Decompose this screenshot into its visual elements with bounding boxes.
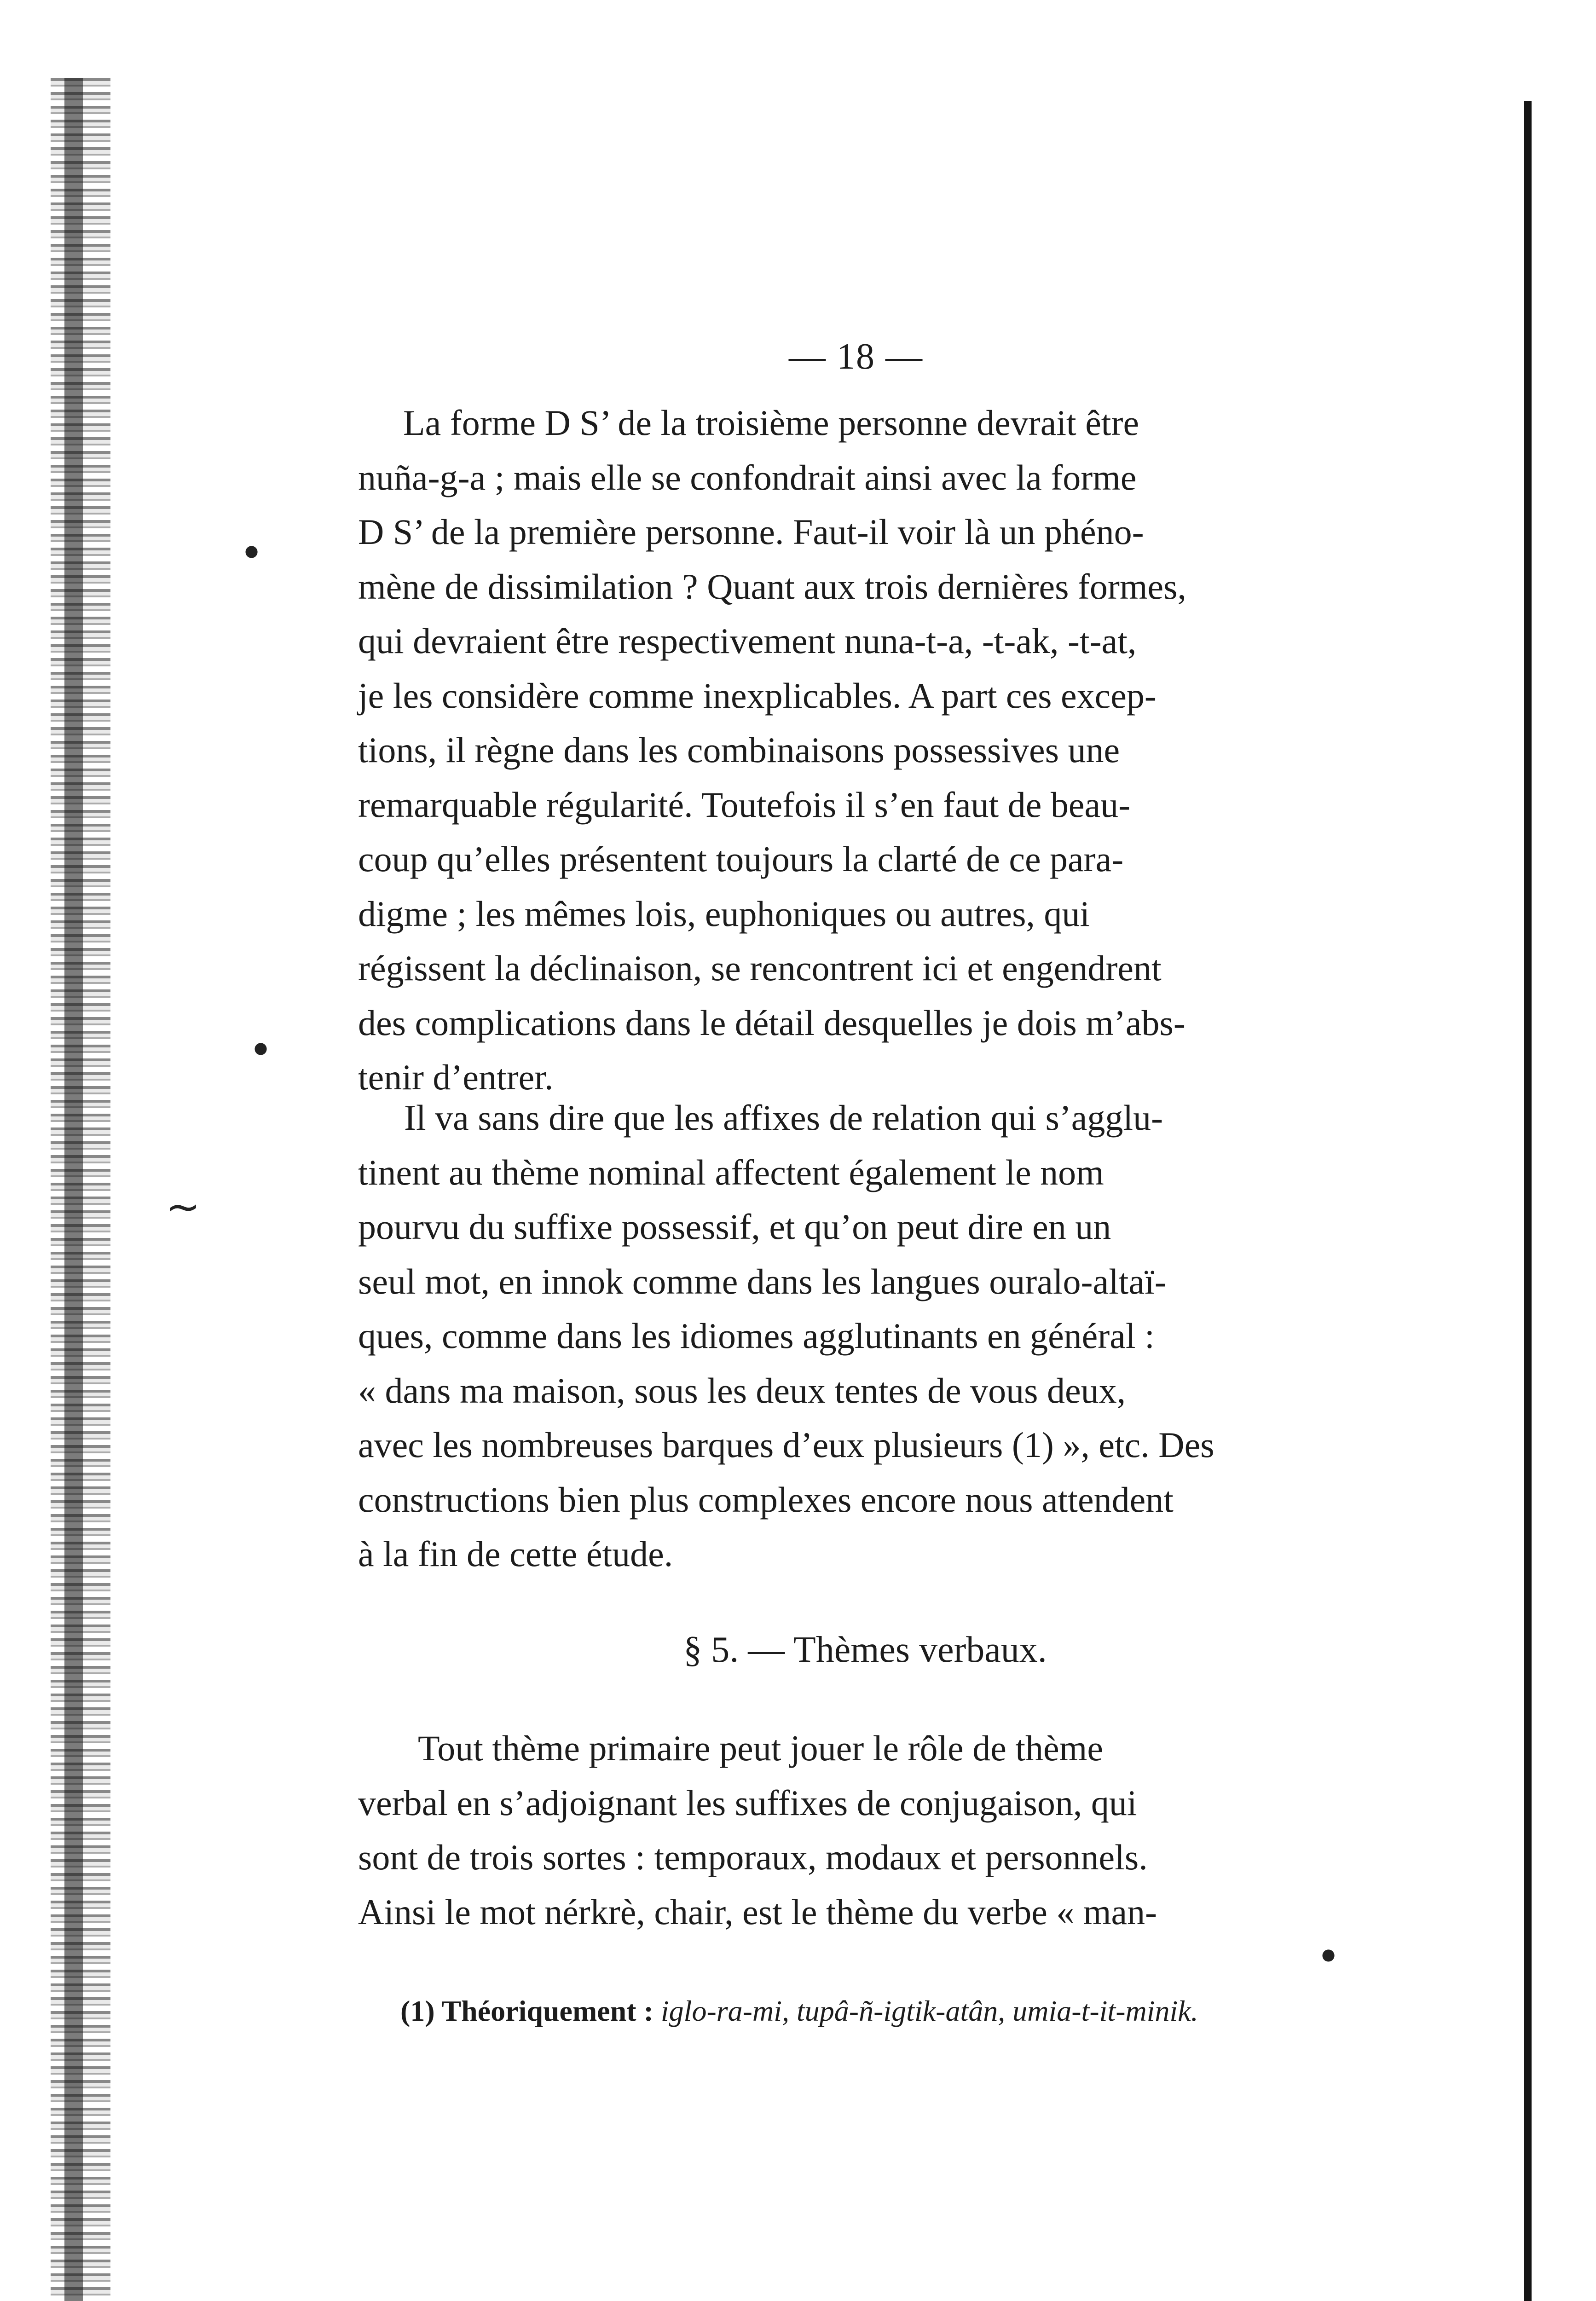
paragraph-1-line: régissent la déclinaison, se rencontrent ici et engendrent xyxy=(358,948,1162,988)
paragraph-2-line: tinent au thème nominal affectent également le nom xyxy=(358,1152,1104,1192)
paragraph-1-line: mène de dissimilation ? Quant aux trois dernières formes, xyxy=(358,566,1187,607)
paragraph-1-line: nuña-g-a ; mais elle se confondrait ainsi avec la forme xyxy=(358,457,1137,497)
margin-mark-icon: • xyxy=(249,1026,273,1075)
paragraph-2-line: avec les nombreuses barques d’eux plusieurs (1) », etc. Des xyxy=(358,1425,1214,1465)
paragraph-2-line: « dans ma maison, sous les deux tentes de vous deux, xyxy=(358,1370,1126,1411)
margin-mark-icon: • xyxy=(239,529,264,578)
paragraph-1-line: digme ; les mêmes lois, euphoniques ou autres, qui xyxy=(358,893,1090,934)
paragraph-1-line: remarquable régularité. Toutefois il s’en faut de beau- xyxy=(358,784,1131,825)
margin-mark-icon: • xyxy=(1316,1933,1341,1981)
page-number: — 18 — xyxy=(789,336,923,377)
footnote-label: (1) Théoriquement : xyxy=(400,1995,653,2027)
paragraph-2-line: ques, comme dans les idiomes agglutinants en général : xyxy=(358,1316,1155,1356)
paragraph-1-line: tenir d’entrer. xyxy=(358,1057,554,1097)
paragraph-1-line: qui devraient être respectivement nuna-t-a, -t-ak, -t-at, xyxy=(358,621,1137,661)
paragraph-3-line: Ainsi le mot nérkrè, chair, est le thème du verbe « man- xyxy=(358,1891,1157,1932)
paragraph-1-line: tions, il règne dans les combinaisons possessives une xyxy=(358,730,1120,770)
paragraph-1-line: coup qu’elles présentent toujours la clarté de ce para- xyxy=(358,839,1124,879)
paragraph-3-line: verbal en s’adjoignant les suffixes de conjugaison, qui xyxy=(358,1782,1137,1823)
paragraph-1 xyxy=(358,396,1381,1105)
paragraph-2-line: constructions bien plus complexes encore nous attendent xyxy=(358,1479,1174,1520)
paragraph-2-line: Il va sans dire que les affixes de relation qui s’agglu- xyxy=(404,1098,1163,1138)
paragraph-2 xyxy=(358,1091,1381,1582)
paragraph-2-line: pourvu du suffixe possessif, et qu’on peut dire en un xyxy=(358,1207,1111,1247)
section-heading: § 5. — Thèmes verbaux. xyxy=(683,1630,1047,1670)
paragraph-2-line: seul mot, en innok comme dans les langues ouralo-altaï- xyxy=(358,1261,1167,1301)
paragraph-1-line: La forme D S’ de la troisième personne devrait être xyxy=(403,403,1139,443)
binding-edge-shadow xyxy=(64,78,83,2301)
paragraph-3-line: sont de trois sortes : temporaux, modaux et personnels. xyxy=(358,1837,1148,1877)
paragraph-3-line: Tout thème primaire peut jouer le rôle de thème xyxy=(418,1728,1103,1768)
paragraph-2-line: à la fin de cette étude. xyxy=(358,1534,673,1574)
paragraph-1-line: je les considère comme inexplicables. A part ces excep- xyxy=(358,675,1157,716)
footnote-text: iglo-ra-mi, tupâ-ñ-igtik-atân, umia-t-it-minik. xyxy=(660,1995,1198,2027)
margin-squiggle-icon: ~ xyxy=(166,1183,201,1231)
paragraph-1-line: des complications dans le détail desquelles je dois m’abs- xyxy=(358,1002,1185,1043)
footnote xyxy=(400,1993,1385,2029)
paragraph-3 xyxy=(358,1721,1381,1939)
paragraph-1-line: D S’ de la première personne. Faut-il voir là un phéno- xyxy=(358,512,1144,552)
right-edge-rule xyxy=(1524,101,1532,2301)
